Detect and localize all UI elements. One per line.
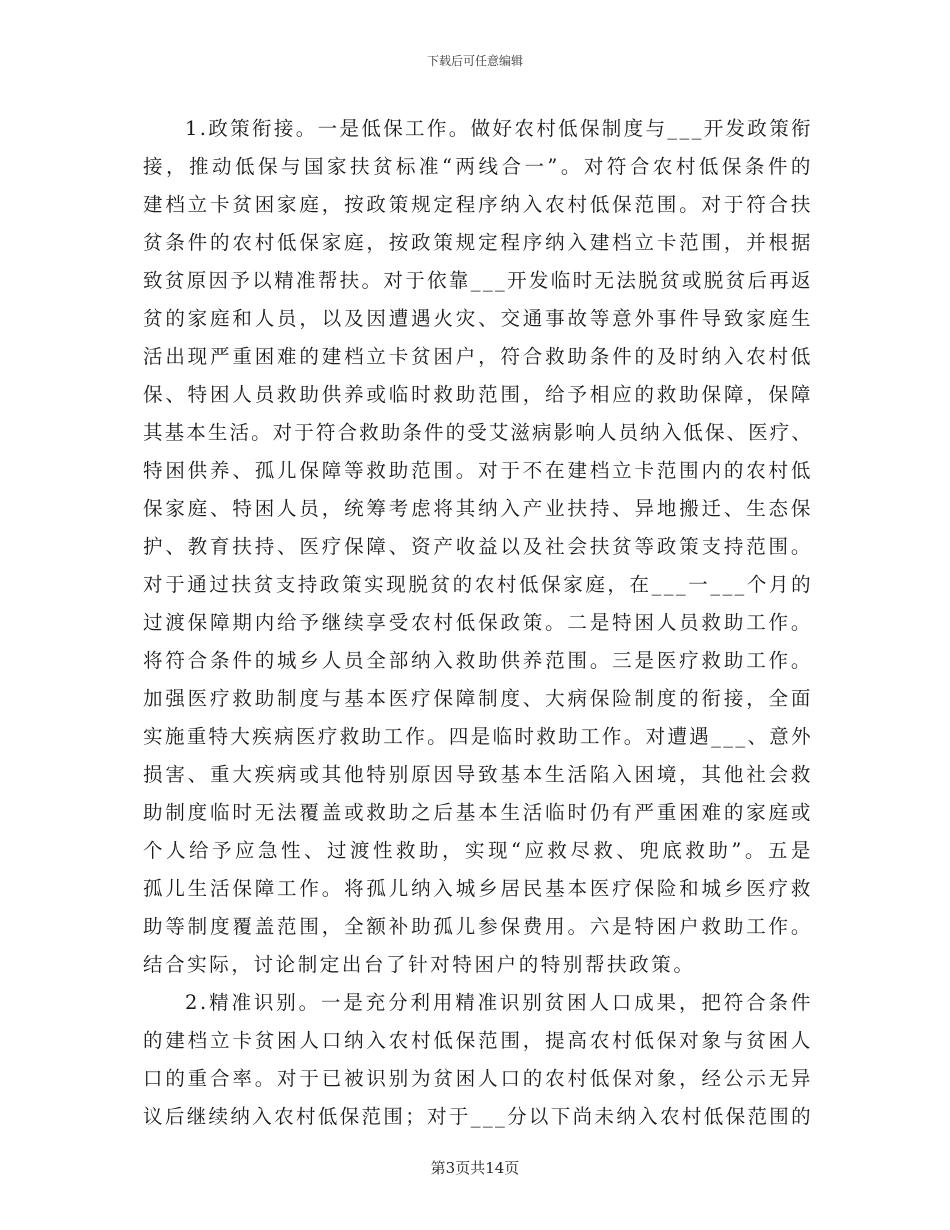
paragraph-1-line: 建档立卡贫困家庭，按政策规定程序纳入农村低保范围。对于符合扶: [143, 193, 813, 216]
document-body: [143, 110, 813, 1136]
paragraph-1-line: 保、特困人员救助供养或临时救助范围，给予相应的救助保障，保障: [143, 383, 813, 406]
paragraph-1-line: 护、教育扶持、医疗保障、资产收益以及社会扶贫等政策支持范围。: [143, 535, 813, 558]
paragraph-1-line: 孤儿生活保障工作。将孤儿纳入城乡居民基本医疗保险和城乡医疗救: [143, 877, 813, 900]
paragraph-1-line: 损害、重大疾病或其他特别原因导致基本生活陷入困境，其他社会救: [143, 763, 813, 786]
paragraph-1-line: 致贫原因予以精准帮扶。对于依靠___开发临时无法脱贫或脱贫后再返: [143, 269, 813, 292]
paragraph-1-line: 1.政策衔接。一是低保工作。做好农村低保制度与___开发政策衔: [185, 117, 813, 140]
paragraph-1-line: 助制度临时无法覆盖或救助之后基本生活临时仍有严重困难的家庭或: [143, 801, 813, 824]
paragraph-1-line: 特困供养、孤儿保障等救助范围。对于不在建档立卡范围内的农村低: [143, 459, 813, 482]
paragraph-2-line: 口的重合率。对于已被识别为贫困人口的农村低保对象，经公示无异: [143, 1067, 813, 1090]
paragraph-2-line: 的建档立卡贫困人口纳入农村低保范围，提高农村低保对象与贫困人: [143, 1029, 813, 1052]
paragraph-1-line: 过渡保障期内给予继续享受农村低保政策。二是特困人员救助工作。: [143, 611, 813, 634]
paragraph-1-line: 实施重特大疾病医疗救助工作。四是临时救助工作。对遭遇___、意外: [143, 725, 813, 748]
paragraph-1-line: 结合实际，讨论制定出台了针对特困户的特别帮扶政策。: [143, 953, 696, 976]
paragraph-2-line: 2.精准识别。一是充分利用精准识别贫困人口成果，把符合条件: [185, 991, 813, 1014]
paragraph-1-line: 将符合条件的城乡人员全部纳入救助供养范围。三是医疗救助工作。: [143, 649, 813, 672]
page-header: 下载后可任意编辑: [426, 54, 523, 68]
paragraph-1-line: 加强医疗救助制度与基本医疗保障制度、大病保险制度的衔接，全面: [143, 687, 813, 710]
paragraph-1-line: 个人给予应急性、过渡性救助，实现“应救尽救、兜底救助”。五是: [143, 839, 813, 862]
page-number: 第3页共14页: [430, 1159, 520, 1177]
paragraph-1-line: 活出现严重困难的建档立卡贫困户，符合救助条件的及时纳入农村低: [143, 345, 813, 368]
paragraph-1-line: 保家庭、特困人员，统筹考虑将其纳入产业扶持、异地搬迁、生态保: [143, 497, 813, 520]
paragraph-1-line: 贫的家庭和人员，以及因遭遇火灾、交通事故等意外事件导致家庭生: [143, 307, 813, 330]
paragraph-2-line: 议后继续纳入农村低保范围；对于___分以下尚未纳入农村低保范围的: [143, 1105, 813, 1128]
paragraph-1-line: 助等制度覆盖范围，全额补助孤儿参保费用。六是特困户救助工作。: [143, 915, 813, 938]
paragraph-1-line: 其基本生活。对于符合救助条件的受艾滋病影响人员纳入低保、医疗、: [143, 421, 813, 444]
paragraph-1-line: 贫条件的农村低保家庭，按政策规定程序纳入建档立卡范围，并根据: [143, 231, 813, 254]
paragraph-1-line: 对于通过扶贫支持政策实现脱贫的农村低保家庭，在___一___个月的: [143, 573, 813, 596]
paragraph-1-line: 接，推动低保与国家扶贫标准“两线合一”。对符合农村低保条件的: [143, 155, 813, 178]
